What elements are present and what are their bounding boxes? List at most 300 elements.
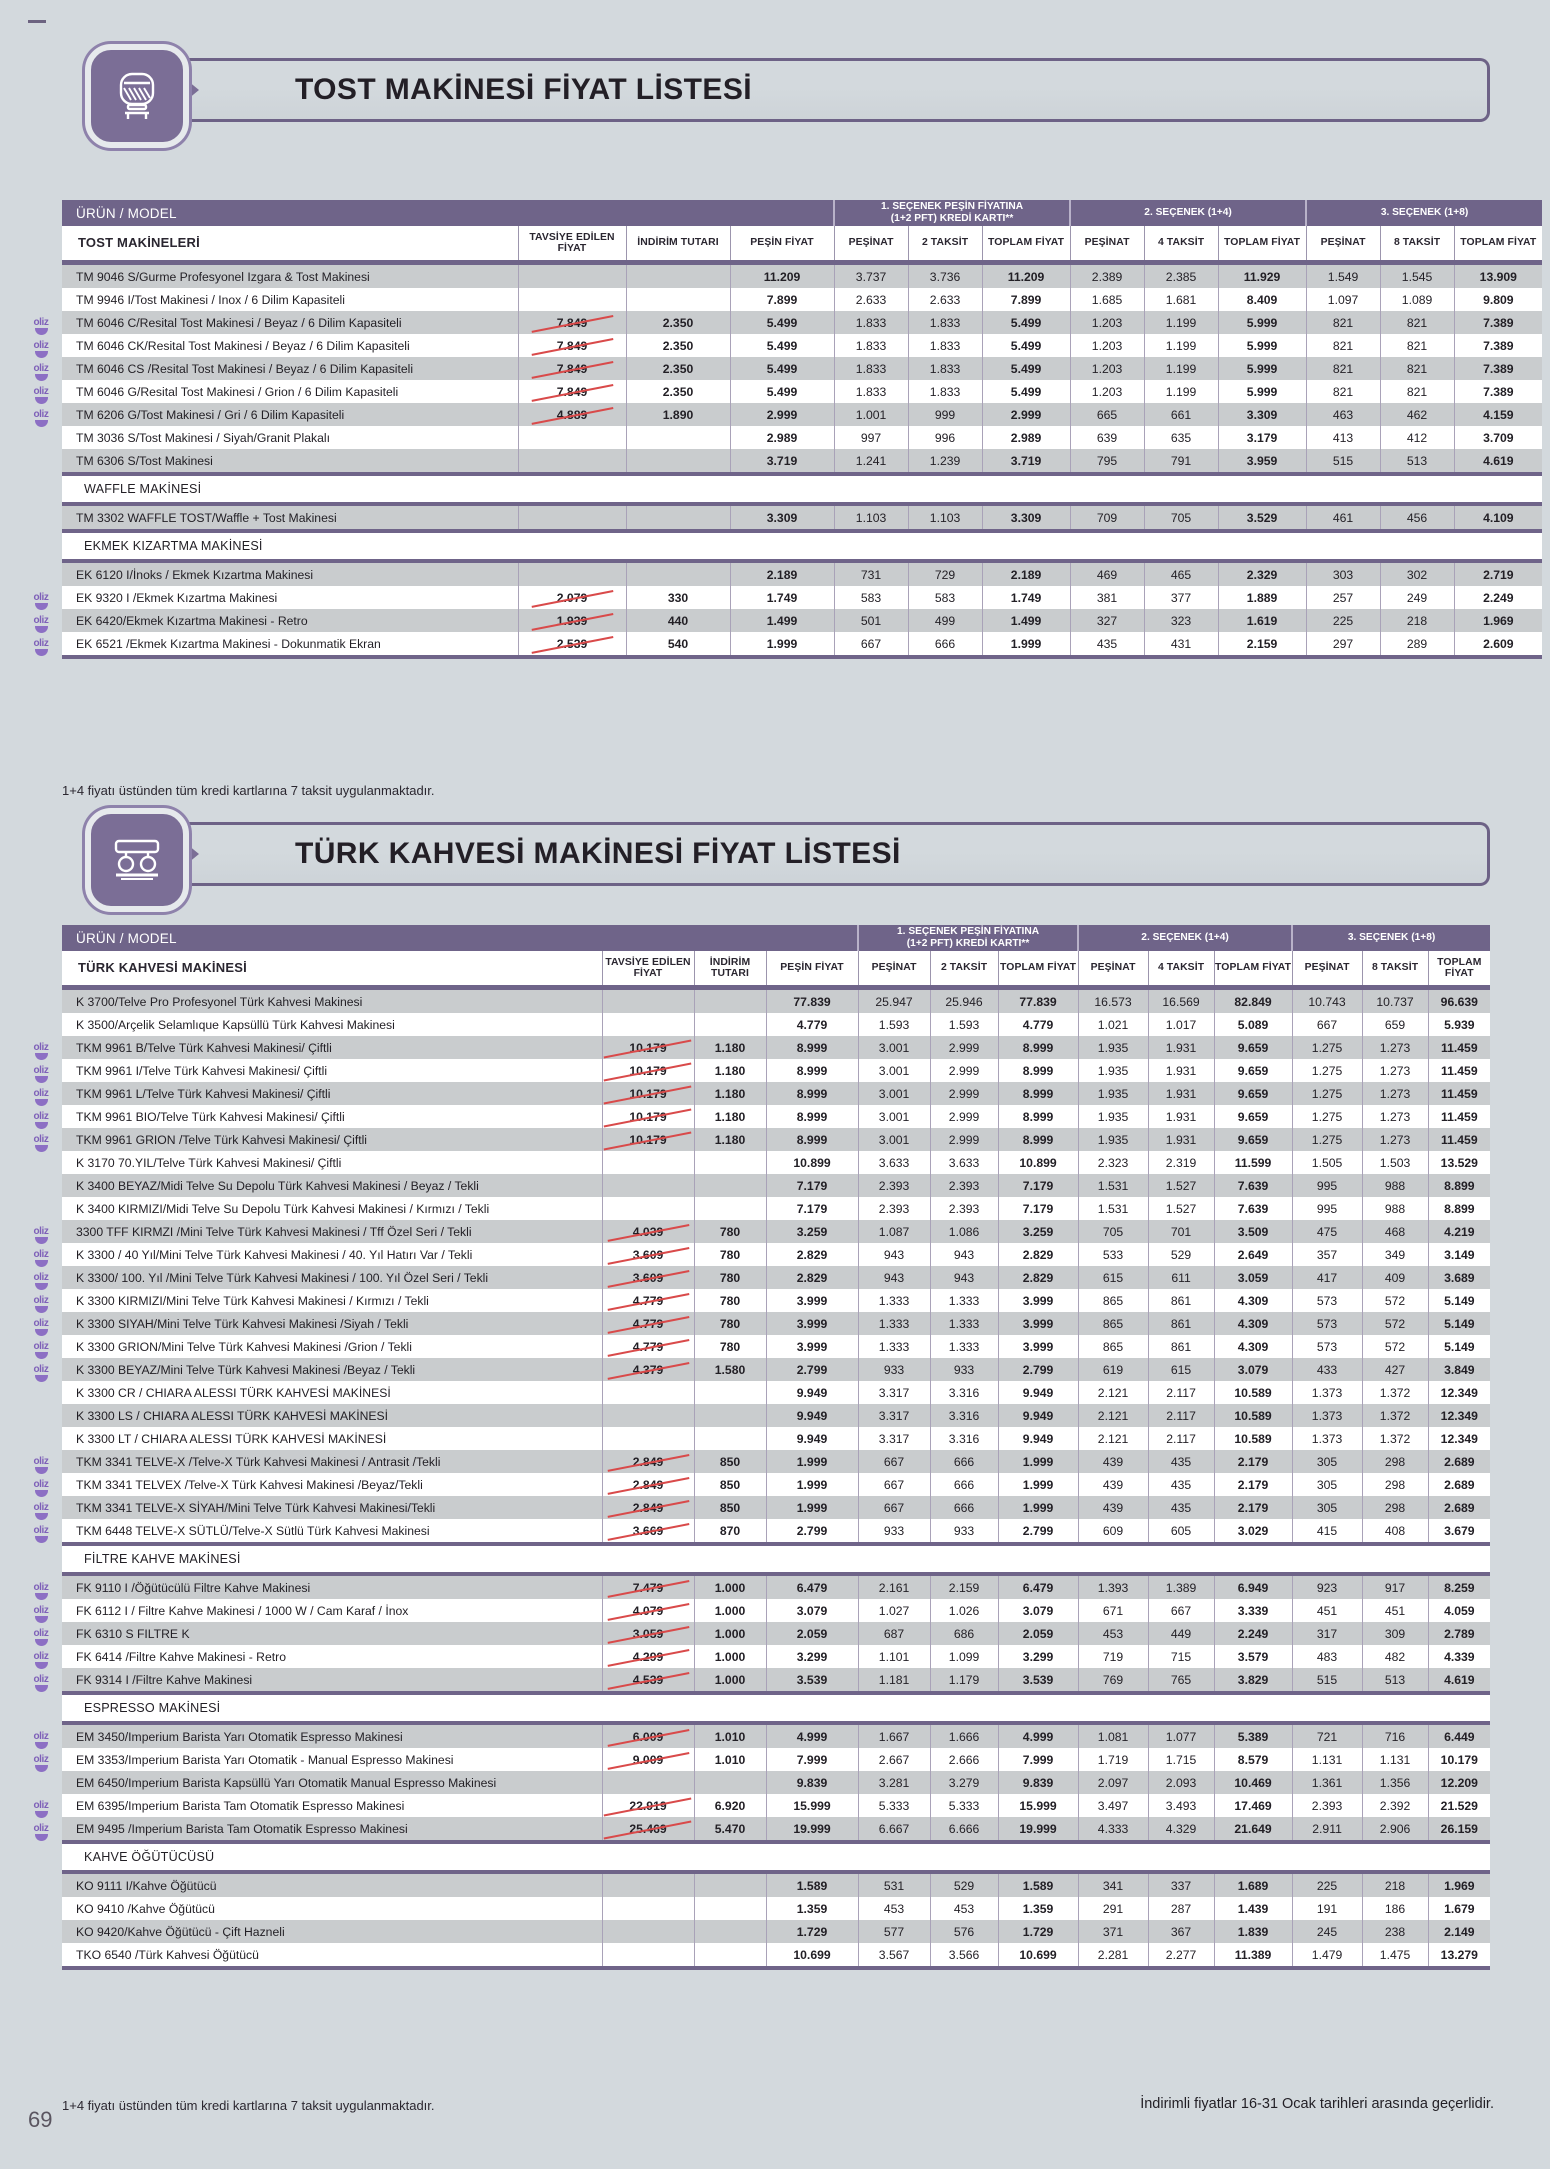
cell-p3: 1.275 <box>1292 1082 1362 1105</box>
cell-tot1: 7.899 <box>982 288 1070 311</box>
cell-pesin: 19.999 <box>766 1817 858 1840</box>
product-name-text: K 3300 LT / CHIARA ALESSI TÜRK KAHVESİ MAKİNESİ <box>76 1431 387 1446</box>
table-row[interactable] <box>62 1725 1490 1748</box>
product-name <box>33 1622 602 1645</box>
table-row[interactable] <box>62 1794 1490 1817</box>
table-row[interactable] <box>62 1243 1490 1266</box>
table-row[interactable] <box>62 1358 1490 1381</box>
cell-tavsiye <box>602 1920 694 1943</box>
oliz-discount-icon: oliz <box>24 1340 58 1362</box>
cell-tot3: 13.529 <box>1428 1151 1490 1174</box>
oliz-discount-icon: oliz <box>24 362 58 384</box>
table-row[interactable] <box>62 1059 1490 1082</box>
cell-p1: 3.001 <box>858 1059 930 1082</box>
cell-t2: 1.199 <box>1144 380 1218 403</box>
cell-p2: 341 <box>1078 1874 1148 1897</box>
product-name-text: K 3300 BEYAZ/Mini Telve Türk Kahvesi Makinesi /Beyaz / Tekli <box>76 1362 416 1377</box>
product-name <box>33 1473 602 1496</box>
product-name <box>33 1450 602 1473</box>
table-row[interactable] <box>62 1599 1490 1622</box>
cell-tot2: 2.249 <box>1214 1622 1292 1645</box>
table-row[interactable] <box>62 1496 1490 1519</box>
cell-p1: 1.833 <box>834 311 908 334</box>
cell-p1: 2.393 <box>858 1197 930 1220</box>
cell-tot1: 6.479 <box>998 1576 1078 1599</box>
cell-tot2: 4.309 <box>1214 1312 1292 1335</box>
group-header-model: ÜRÜN / MODEL <box>62 200 834 226</box>
product-name <box>33 1496 602 1519</box>
cell-indirim: 780 <box>694 1243 766 1266</box>
cell-p2: 865 <box>1078 1289 1148 1312</box>
table-row[interactable] <box>62 1748 1490 1771</box>
cell-indirim: 850 <box>694 1496 766 1519</box>
subheader-o3-taksit-2: 8 TAKSİT <box>1362 951 1428 985</box>
struck-price: 3.669 <box>632 1523 664 1538</box>
cell-t2: 715 <box>1148 1645 1214 1668</box>
cell-tot1: 10.899 <box>998 1151 1078 1174</box>
product-name-text: EM 6395/Imperium Barista Tam Otomatik Espresso Makinesi <box>76 1798 405 1813</box>
cell-tot1: 5.499 <box>982 311 1070 334</box>
cell-p2: 1.393 <box>1078 1576 1148 1599</box>
cell-tot1: 7.179 <box>998 1174 1078 1197</box>
cell-p3: 225 <box>1306 609 1380 632</box>
product-name <box>33 403 518 426</box>
table-row[interactable] <box>62 632 1542 655</box>
cell-pesin: 5.499 <box>730 380 834 403</box>
cell-t1: 729 <box>908 563 982 586</box>
cell-pesin: 2.999 <box>730 403 834 426</box>
cell-t3: 2.906 <box>1362 1817 1428 1840</box>
cell-tot1: 19.999 <box>998 1817 1078 1840</box>
cell-tot1: 3.999 <box>998 1312 1078 1335</box>
price-table-tost <box>33 200 1537 659</box>
cell-t3: 659 <box>1362 1013 1428 1036</box>
product-name-text: K 3300 LS / CHIARA ALESSI TÜRK KAHVESİ MAKİNESİ <box>76 1408 389 1423</box>
cell-tot2: 3.529 <box>1218 506 1306 529</box>
cell-p1: 1.333 <box>858 1312 930 1335</box>
cell-tot1: 77.839 <box>998 990 1078 1013</box>
table-body-kahve <box>33 990 1490 1970</box>
cell-tavsiye <box>518 632 626 655</box>
cell-tavsiye <box>602 1404 694 1427</box>
cell-indirim <box>694 1920 766 1943</box>
cell-indirim: 780 <box>694 1266 766 1289</box>
cell-indirim: 1.000 <box>694 1645 766 1668</box>
cell-p1: 3.001 <box>858 1036 930 1059</box>
cell-indirim <box>626 426 730 449</box>
cell-indirim: 850 <box>694 1450 766 1473</box>
cell-tot1: 2.799 <box>998 1358 1078 1381</box>
cell-t1: 943 <box>930 1243 998 1266</box>
cell-pesin: 3.259 <box>766 1220 858 1243</box>
table-row[interactable] <box>62 1220 1490 1243</box>
table-row[interactable] <box>62 1335 1490 1358</box>
cell-pesin: 3.719 <box>730 449 834 472</box>
table-row[interactable] <box>62 1013 1490 1036</box>
cell-tot2: 8.579 <box>1214 1748 1292 1771</box>
table-row[interactable] <box>62 1289 1490 1312</box>
cell-p3: 1.505 <box>1292 1151 1362 1174</box>
cell-pesin: 7.899 <box>730 288 834 311</box>
cell-tot3: 5.939 <box>1428 1013 1490 1036</box>
cell-tot2: 11.929 <box>1218 265 1306 288</box>
cell-tavsiye <box>518 288 626 311</box>
cell-t1: 3.316 <box>930 1427 998 1450</box>
cell-tot3: 7.389 <box>1454 334 1542 357</box>
cell-tot3: 2.789 <box>1428 1622 1490 1645</box>
cell-tavsiye <box>518 357 626 380</box>
cell-p2: 327 <box>1070 609 1144 632</box>
cell-tavsiye <box>602 1427 694 1450</box>
table-row[interactable] <box>62 1519 1490 1542</box>
cell-tot2: 11.599 <box>1214 1151 1292 1174</box>
cell-tot1: 9.949 <box>998 1404 1078 1427</box>
oliz-discount-icon: oliz <box>24 408 58 430</box>
cell-tavsiye <box>518 449 626 472</box>
cell-tot1: 8.999 <box>998 1036 1078 1059</box>
subheader-tavsiye: TAVSİYE EDİLEN FİYAT <box>518 226 626 260</box>
cell-indirim: 780 <box>694 1312 766 1335</box>
table-row[interactable] <box>62 563 1542 586</box>
table-row[interactable] <box>62 357 1542 380</box>
cell-t2: 701 <box>1148 1220 1214 1243</box>
cell-p2: 665 <box>1070 403 1144 426</box>
cell-pesin: 1.729 <box>766 1920 858 1943</box>
cell-tot2: 82.849 <box>1214 990 1292 1013</box>
cell-tot3: 3.679 <box>1428 1519 1490 1542</box>
table-row[interactable] <box>62 1381 1490 1404</box>
struck-price: 4.039 <box>632 1224 664 1239</box>
cell-tot3: 5.149 <box>1428 1312 1490 1335</box>
cell-t2: 765 <box>1148 1668 1214 1691</box>
cell-tot2: 1.689 <box>1214 1874 1292 1897</box>
cell-indirim: 1.000 <box>694 1622 766 1645</box>
cell-tot1: 2.059 <box>998 1622 1078 1645</box>
oliz-discount-icon: oliz <box>24 637 58 659</box>
table-row[interactable] <box>62 1036 1490 1059</box>
cell-tot3: 5.149 <box>1428 1335 1490 1358</box>
cell-t2: 861 <box>1148 1312 1214 1335</box>
table-row[interactable] <box>62 1427 1490 1450</box>
cell-t3: 298 <box>1362 1450 1428 1473</box>
cell-t2: 615 <box>1148 1358 1214 1381</box>
table-row[interactable] <box>62 403 1542 426</box>
table-row[interactable] <box>62 1404 1490 1427</box>
cell-t1: 2.999 <box>930 1036 998 1059</box>
cell-t3: 186 <box>1362 1897 1428 1920</box>
cell-t1: 1.239 <box>908 449 982 472</box>
cell-t1: 1.333 <box>930 1289 998 1312</box>
product-name <box>62 1013 602 1036</box>
cell-t3: 821 <box>1380 334 1454 357</box>
cell-t1: 2.633 <box>908 288 982 311</box>
product-name <box>33 1289 602 1312</box>
cell-t3: 218 <box>1380 609 1454 632</box>
table-row[interactable] <box>62 380 1542 403</box>
cell-t1: 2.393 <box>930 1174 998 1197</box>
cell-t2: 2.117 <box>1148 1381 1214 1404</box>
cell-t2: 1.199 <box>1144 357 1218 380</box>
subheader-o1-pesinat: PEŞİNAT <box>834 226 908 260</box>
cell-t3: 462 <box>1380 403 1454 426</box>
product-name <box>33 311 518 334</box>
oliz-discount-icon: oliz <box>24 1604 58 1626</box>
cell-tot2: 1.839 <box>1214 1920 1292 1943</box>
product-name <box>33 1335 602 1358</box>
cell-tot3: 4.339 <box>1428 1645 1490 1668</box>
product-name <box>33 1817 602 1840</box>
struck-price: 4.779 <box>632 1339 664 1354</box>
cell-p1: 667 <box>858 1473 930 1496</box>
cell-t3: 988 <box>1362 1197 1428 1220</box>
product-name-text: K 3500/Arçelik Selamlıque Kapsüllü Türk Kahvesi Makinesi <box>76 1017 395 1032</box>
cell-tot1: 3.719 <box>982 449 1070 472</box>
cell-tot3: 2.689 <box>1428 1450 1490 1473</box>
cell-p3: 305 <box>1292 1496 1362 1519</box>
product-name <box>33 1668 602 1691</box>
cell-indirim: 1.180 <box>694 1128 766 1151</box>
table-row[interactable] <box>62 1817 1490 1840</box>
cell-tot2: 5.999 <box>1218 311 1306 334</box>
cell-t1: 529 <box>930 1874 998 1897</box>
table-row[interactable] <box>62 1151 1490 1174</box>
cell-pesin: 3.299 <box>766 1645 858 1668</box>
product-name-text: 3300 TFF KIRMZI /Mini Telve Türk Kahvesi Makinesi / Tff Özel Seri / Tekli <box>76 1224 472 1239</box>
cell-t2: 2.117 <box>1148 1404 1214 1427</box>
cell-pesin: 9.949 <box>766 1381 858 1404</box>
table-row[interactable] <box>62 990 1490 1013</box>
cell-tot1: 1.999 <box>998 1473 1078 1496</box>
cell-indirim <box>626 288 730 311</box>
cell-t2: 1.527 <box>1148 1197 1214 1220</box>
cell-pesin: 2.799 <box>766 1519 858 1542</box>
oliz-discount-icon: oliz <box>24 614 58 636</box>
cell-t2: 1.681 <box>1144 288 1218 311</box>
oliz-discount-icon: oliz <box>24 1753 58 1775</box>
product-name <box>62 563 518 586</box>
product-name <box>62 1151 602 1174</box>
cell-p1: 3.317 <box>858 1404 930 1427</box>
cell-tot2: 1.889 <box>1218 586 1306 609</box>
note-installment-bottom: 1+4 fiyatı üstünden tüm kredi kartlarına 7 taksit uygulanmaktadır. <box>62 2098 435 2113</box>
oliz-discount-icon: oliz <box>24 385 58 407</box>
cell-p1: 3.317 <box>858 1381 930 1404</box>
oliz-discount-icon: oliz <box>24 1455 58 1477</box>
cell-tot2: 2.649 <box>1214 1243 1292 1266</box>
cell-pesin: 2.989 <box>730 426 834 449</box>
cell-p1: 25.947 <box>858 990 930 1013</box>
cell-tot3: 13.909 <box>1454 265 1542 288</box>
table-row[interactable] <box>62 1082 1490 1105</box>
cell-t3: 1.273 <box>1362 1082 1428 1105</box>
cell-tot1: 5.499 <box>982 380 1070 403</box>
subheader-o1-toplam-2: TOPLAM FİYAT <box>998 951 1078 985</box>
table-row[interactable] <box>62 1473 1490 1496</box>
cell-tot3: 12.349 <box>1428 1404 1490 1427</box>
cell-p2: 705 <box>1078 1220 1148 1243</box>
cell-p3: 573 <box>1292 1312 1362 1335</box>
cell-tot3: 7.389 <box>1454 311 1542 334</box>
table-row[interactable] <box>62 1450 1490 1473</box>
cell-tot3: 5.149 <box>1428 1289 1490 1312</box>
cell-pesin: 7.179 <box>766 1174 858 1197</box>
table-row[interactable] <box>62 1128 1490 1151</box>
cell-p2: 719 <box>1078 1645 1148 1668</box>
cell-p3: 305 <box>1292 1450 1362 1473</box>
table-row[interactable] <box>62 1645 1490 1668</box>
cell-tavsiye <box>602 1645 694 1668</box>
cell-p2: 639 <box>1070 426 1144 449</box>
cell-tot2: 3.579 <box>1214 1645 1292 1668</box>
cell-tot3: 8.899 <box>1428 1174 1490 1197</box>
cell-p3: 317 <box>1292 1622 1362 1645</box>
product-name-text: K 3400 BEYAZ/Midi Telve Su Depolu Türk Kahvesi Makinesi / Beyaz / Tekli <box>76 1178 479 1193</box>
cell-pesin: 2.059 <box>766 1622 858 1645</box>
product-name <box>62 1920 602 1943</box>
cell-tot1: 5.499 <box>982 357 1070 380</box>
table-row[interactable] <box>62 506 1542 529</box>
cell-p1: 1.181 <box>858 1668 930 1691</box>
cell-p2: 2.323 <box>1078 1151 1148 1174</box>
cell-tot3: 8.259 <box>1428 1576 1490 1599</box>
table-row[interactable] <box>62 1920 1490 1943</box>
cell-p3: 515 <box>1306 449 1380 472</box>
cell-tavsiye <box>602 1128 694 1151</box>
table-row[interactable] <box>62 1312 1490 1335</box>
cell-p2: 1.935 <box>1078 1059 1148 1082</box>
oliz-discount-icon: oliz <box>24 1317 58 1339</box>
table-row[interactable] <box>62 1943 1490 1966</box>
cell-indirim: 1.180 <box>694 1036 766 1059</box>
table-row[interactable] <box>62 1174 1490 1197</box>
cell-p2: 1.719 <box>1078 1748 1148 1771</box>
cell-indirim <box>694 1943 766 1966</box>
subheader-indirim-2: İNDİRİM TUTARI <box>694 951 766 985</box>
cell-pesin: 11.209 <box>730 265 834 288</box>
product-name-text: KO 9111 I/Kahve Öğütücü <box>76 1878 217 1893</box>
cell-t3: 218 <box>1362 1874 1428 1897</box>
cell-pesin: 2.189 <box>730 563 834 586</box>
struck-price: 22.919 <box>629 1798 667 1813</box>
struck-price: 1.939 <box>556 613 588 628</box>
cell-t3: 1.545 <box>1380 265 1454 288</box>
cell-tot1: 2.829 <box>998 1266 1078 1289</box>
section-title-2: TÜRK KAHVESİ MAKİNESİ FİYAT LİSTESİ <box>295 837 901 870</box>
table-row[interactable] <box>62 288 1542 311</box>
table-row[interactable] <box>62 609 1542 632</box>
table-row[interactable] <box>62 1668 1490 1691</box>
cell-tot1: 9.949 <box>998 1381 1078 1404</box>
cell-pesin: 5.499 <box>730 311 834 334</box>
cell-tot1: 2.799 <box>998 1519 1078 1542</box>
cell-p3: 923 <box>1292 1576 1362 1599</box>
cell-p1: 1.001 <box>834 403 908 426</box>
cell-t3: 349 <box>1362 1243 1428 1266</box>
cell-p1: 501 <box>834 609 908 632</box>
table-row[interactable] <box>62 586 1542 609</box>
subheader-o3-taksit: 8 TAKSİT <box>1380 226 1454 260</box>
struck-price: 7.849 <box>556 361 588 376</box>
table-row[interactable] <box>62 449 1542 472</box>
table-row[interactable] <box>62 265 1542 288</box>
cell-p2: 619 <box>1078 1358 1148 1381</box>
product-name-text: K 3300 / 40 Yıl/Mini Telve Türk Kahvesi Makinesi / 40. Yıl Hatırı Var / Tekli <box>76 1247 473 1262</box>
cell-p3: 417 <box>1292 1266 1362 1289</box>
cell-tavsiye <box>602 1771 694 1794</box>
table-row[interactable] <box>62 1622 1490 1645</box>
cell-p3: 1.275 <box>1292 1036 1362 1059</box>
cell-p2: 533 <box>1078 1243 1148 1266</box>
cell-tavsiye <box>602 1748 694 1771</box>
table-row[interactable] <box>62 1897 1490 1920</box>
struck-price: 6.009 <box>632 1729 664 1744</box>
cell-tot3: 12.349 <box>1428 1381 1490 1404</box>
product-name-text: KO 9420/Kahve Öğütücü - Çift Hazneli <box>76 1924 285 1939</box>
cell-tot3: 2.689 <box>1428 1496 1490 1519</box>
cell-indirim: 1.010 <box>694 1725 766 1748</box>
table-row[interactable] <box>62 1771 1490 1794</box>
table-row[interactable] <box>62 1874 1490 1897</box>
cell-tot1: 4.779 <box>998 1013 1078 1036</box>
cell-tot2: 3.509 <box>1214 1220 1292 1243</box>
table-row[interactable] <box>62 1266 1490 1289</box>
cell-indirim <box>694 1404 766 1427</box>
cell-tot1: 2.999 <box>982 403 1070 426</box>
product-name <box>62 1381 602 1404</box>
table-row[interactable] <box>62 311 1542 334</box>
table-row[interactable] <box>62 334 1542 357</box>
cell-indirim: 1.180 <box>694 1105 766 1128</box>
product-name <box>62 1943 602 1966</box>
table-row[interactable] <box>62 1576 1490 1599</box>
banner-bar-2 <box>165 822 1490 886</box>
cell-indirim <box>694 1013 766 1036</box>
cell-tot3: 3.689 <box>1428 1266 1490 1289</box>
cell-t3: 1.273 <box>1362 1059 1428 1082</box>
oliz-discount-icon: oliz <box>24 1133 58 1155</box>
cell-tavsiye <box>602 1174 694 1197</box>
cell-pesin: 4.779 <box>766 1013 858 1036</box>
cell-tot2: 1.619 <box>1218 609 1306 632</box>
struck-price: 3.609 <box>632 1247 664 1262</box>
cell-p2: 439 <box>1078 1496 1148 1519</box>
cell-pesin: 7.179 <box>766 1197 858 1220</box>
cell-p1: 1.667 <box>858 1725 930 1748</box>
table-row[interactable] <box>62 1105 1490 1128</box>
cell-t1: 1.833 <box>908 357 982 380</box>
cell-t1: 2.999 <box>930 1059 998 1082</box>
subheader-pesin: PEŞİN FİYAT <box>730 226 834 260</box>
table-row[interactable] <box>62 426 1542 449</box>
cell-p1: 997 <box>834 426 908 449</box>
cell-p3: 573 <box>1292 1335 1362 1358</box>
cell-indirim <box>694 1771 766 1794</box>
cell-p3: 821 <box>1306 357 1380 380</box>
cell-tot3: 2.689 <box>1428 1473 1490 1496</box>
product-name <box>62 990 602 1013</box>
product-name <box>62 426 518 449</box>
cell-p2: 2.097 <box>1078 1771 1148 1794</box>
cell-p1: 1.027 <box>858 1599 930 1622</box>
cell-pesin: 4.999 <box>766 1725 858 1748</box>
struck-price: 4.299 <box>632 1649 664 1664</box>
cell-p1: 453 <box>858 1897 930 1920</box>
cell-t1: 1.833 <box>908 334 982 357</box>
product-name-text: EK 6420/Ekmek Kızartma Makinesi - Retro <box>76 613 308 628</box>
product-name-text: EM 6450/Imperium Barista Kapsüllü Yarı Otomatik Manual Espresso Makinesi <box>76 1775 497 1790</box>
cell-p1: 2.633 <box>834 288 908 311</box>
table-row[interactable] <box>62 1197 1490 1220</box>
